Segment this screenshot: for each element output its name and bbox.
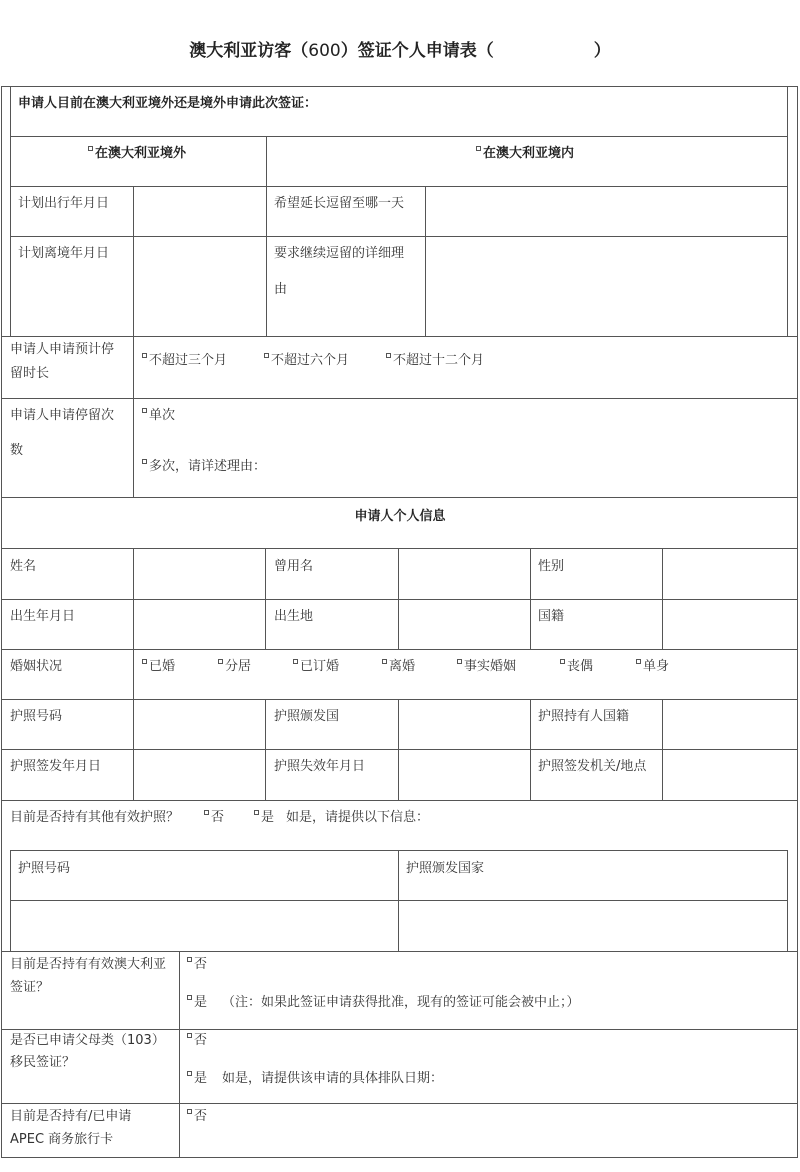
gender-field[interactable] [663,549,796,598]
title-suffix: ） [593,41,611,61]
title-mid: ）签证个人申请表（ [340,41,494,61]
marital-divorced[interactable] [382,658,415,676]
title-visa-code: 600 [308,41,341,61]
holder-nationality-label: 护照持有人国籍 [538,709,630,724]
checkbox-inside[interactable] [476,146,481,151]
checkbox-single-marital[interactable] [636,659,641,664]
parent-visa-label-1: 是否已申请父母类（103） [10,1033,165,1048]
other-passport-no-label: 否 [211,810,225,825]
title-prefix: 澳大利亚访客（ [189,41,309,61]
duration-3-months-label: 不超过三个月 [149,353,228,368]
marital-separated-label: 分居 [225,659,252,674]
name-field[interactable] [134,549,264,598]
apec-no-label: 否 [194,1109,208,1124]
marital-separated[interactable] [218,658,251,676]
entries-multiple[interactable] [142,458,266,476]
passport-no-field[interactable] [134,700,264,748]
checkbox-parent-visa-no[interactable] [187,1033,192,1038]
nationality-field[interactable] [663,600,796,648]
duration-6-months[interactable] [264,352,349,370]
extend-reason-label-2: 由 [274,282,288,297]
planned-leave-field[interactable] [134,237,265,335]
former-name-label: 曾用名 [274,559,314,574]
checkbox-married[interactable] [142,659,147,664]
issue-date-field[interactable] [134,750,264,799]
issuing-authority-label: 护照签发机关/地点 [538,759,647,774]
marital-de-facto-label: 事实婚姻 [464,659,517,674]
entries-label-1: 申请人申请停留次 [10,408,115,423]
parent-visa-yes-label: 是 [194,1071,208,1086]
outside-australia-label: 在澳大利亚境外 [95,146,187,161]
birthplace-label: 出生地 [274,609,314,624]
holder-nationality-field[interactable] [663,700,796,748]
planned-departure-label: 计划出行年月日 [18,196,110,211]
other-passport-yes[interactable] [254,809,274,827]
duration-3-months[interactable] [142,352,227,370]
name-label: 姓名 [10,559,37,574]
checkbox-divorced[interactable] [382,659,387,664]
form-title [0,36,800,61]
expiry-date-label: 护照失效年月日 [274,759,366,774]
marital-status-label: 婚姻状况 [10,659,63,674]
outside-australia-option[interactable] [88,145,186,163]
duration-12-months-label: 不超过十二个月 [393,353,485,368]
other-passport-no-header: 护照号码 [18,861,71,876]
inside-australia-option[interactable] [476,145,574,163]
apec-label-1: 目前是否持有/已申请 [10,1109,132,1124]
checkbox-apec-no[interactable] [187,1109,192,1114]
checkbox-au-visa-no[interactable] [187,957,192,962]
checkbox-widowed[interactable] [560,659,565,664]
extend-until-field[interactable] [426,187,786,235]
other-passport-country-field[interactable] [399,901,786,951]
parent-visa-label-2: 移民签证？ [10,1055,76,1070]
marital-divorced-label: 离婚 [389,659,416,674]
marital-widowed[interactable] [560,658,593,676]
gender-label: 性别 [538,559,565,574]
entries-label-2: 数 [10,443,24,458]
marital-married-label: 已婚 [149,659,176,674]
checkbox-12-months[interactable] [386,353,391,358]
checkbox-parent-visa-yes[interactable] [187,1071,192,1076]
other-passport-yes-label: 是 [261,810,275,825]
au-visa-yes[interactable] [187,994,207,1012]
nationality-label: 国籍 [538,609,565,624]
marital-de-facto[interactable] [457,658,516,676]
former-name-field[interactable] [399,549,529,598]
checkbox-3-months[interactable] [142,353,147,358]
planned-departure-field[interactable] [134,187,265,235]
entries-multiple-label: 多次，请详述理由： [149,459,267,474]
dob-field[interactable] [134,600,264,648]
personal-info-header: 申请人个人信息 [354,509,446,524]
au-visa-no[interactable] [187,956,207,974]
duration-label-2: 留时长 [10,366,50,381]
checkbox-6-months[interactable] [264,353,269,358]
expiry-date-field[interactable] [399,750,529,799]
au-visa-label-2: 签证？ [10,980,50,995]
checkbox-de-facto[interactable] [457,659,462,664]
extend-until-label: 希望延长逗留至哪一天 [274,196,405,211]
checkbox-engaged[interactable] [293,659,298,664]
au-visa-yes-label: 是 [194,995,208,1010]
issuing-authority-field[interactable] [663,750,796,799]
au-visa-no-label: 否 [194,957,208,972]
issuing-country-field[interactable] [399,700,529,748]
au-visa-label-1: 目前是否持有有效澳大利亚 [10,957,167,972]
checkbox-single[interactable] [142,408,147,413]
duration-12-months[interactable] [386,352,484,370]
apec-label-2: APEC 商务旅行卡 [10,1132,114,1147]
issuing-country-label: 护照颁发国 [274,709,340,724]
other-passport-country-header: 护照颁发国家 [406,861,485,876]
checkbox-outside[interactable] [88,146,93,151]
parent-visa-yes[interactable] [187,1070,207,1088]
dob-label: 出生年月日 [10,609,76,624]
marital-engaged-label: 已订婚 [300,659,340,674]
duration-6-months-label: 不超过六个月 [271,353,350,368]
marital-married[interactable] [142,658,175,676]
extend-reason-field[interactable] [426,237,786,335]
other-passport-no-field[interactable] [11,901,397,951]
extend-reason-label-1: 要求继续逗留的详细理 [274,246,405,261]
marital-single-label: 单身 [643,659,670,674]
passport-no-label: 护照号码 [10,709,63,724]
marital-widowed-label: 丧偶 [567,659,594,674]
other-passport-note: 如是，请提供以下信息： [286,810,430,825]
apec-no[interactable] [187,1108,207,1126]
marital-engaged[interactable] [293,658,339,676]
issue-date-label: 护照签发年月日 [10,759,102,774]
checkbox-multiple[interactable] [142,459,147,464]
checkbox-other-passport-yes[interactable] [254,810,259,815]
parent-visa-no-label: 否 [194,1033,208,1048]
inside-australia-label: 在澳大利亚境内 [483,146,575,161]
parent-visa-note: 如是，请提供该申请的具体排队日期： [222,1071,444,1086]
duration-label-1: 申请人申请预计停 [10,342,115,357]
checkbox-au-visa-yes[interactable] [187,995,192,1000]
entries-single[interactable] [142,407,175,425]
parent-visa-no[interactable] [187,1032,207,1050]
birthplace-field[interactable] [399,600,529,648]
location-question: 申请人目前在澳大利亚境外还是境外申请此次签证： [18,96,318,111]
au-visa-note: （注：如果此签证申请获得批准，现有的签证可能会被中止；） [222,995,580,1010]
marital-single[interactable] [636,658,669,676]
checkbox-other-passport-no[interactable] [204,810,209,815]
other-passport-no[interactable] [204,809,224,827]
other-passport-question: 目前是否持有其他有效护照？ [10,810,180,825]
planned-leave-label: 计划离境年月日 [18,246,110,261]
checkbox-separated[interactable] [218,659,223,664]
entries-single-label: 单次 [149,408,176,423]
